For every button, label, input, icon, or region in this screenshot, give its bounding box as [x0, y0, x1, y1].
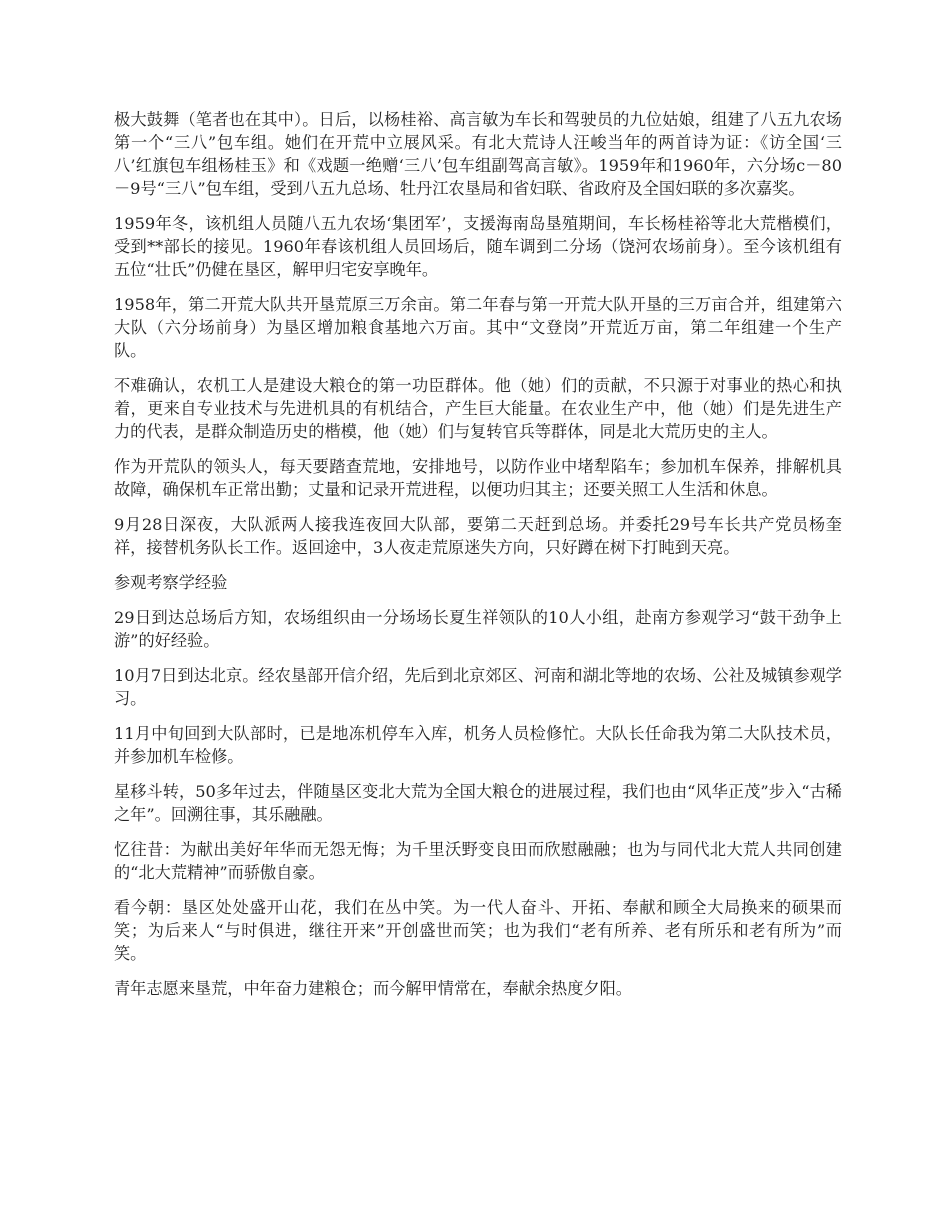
paragraph: 青年志愿来垦荒，中年奋力建粮仓；而今解甲情常在，奉献余热度夕阳。	[114, 979, 632, 998]
section-heading: 参观考察学经验	[114, 573, 228, 592]
paragraph: 极大鼓舞（笔者也在其中）。日后，以杨桂裕、高言敏为车长和驾驶员的九位姑娘，组建了八五九农场第一个“三八”包车组。她们在开荒中立展风采。有北大荒诗人汪峻当年的两首诗为证：《访全国‘三八’红旗包车组杨桂玉》和《戏题一绝赠‘三八’包车组副驾高言敏》。1959年和1960年，六分场c－80－9号“三八”包车组，受到八五九总场、牡丹江农垦局和省妇联、省政府及全国妇联的多次嘉奖。	[114, 110, 842, 198]
paragraph: 忆往昔：为献出美好年华而无怨无悔；为千里沃野变良田而欣慰融融；也为与同代北大荒人共同创建的“北大荒精神”而骄傲自豪。	[114, 840, 842, 882]
paragraph: 不难确认，农机工人是建设大粮仓的第一功臣群体。他（她）们的贡献，不只源于对事业的热心和执着，更来自专业技术与先进机具的有机结合，产生巨大能量。在农业生产中，他（她）们是先进生产力的代表，是群众制造历史的楷模，他（她）们与复转官兵等群体，同是北大荒历史的主人。	[114, 376, 842, 441]
paragraph: 11月中旬回到大队部时，已是地冻机停车入库，机务人员检修忙。大队长任命我为第二大队技术员，并参加机车检修。	[114, 724, 842, 766]
paragraph: 9月28日深夜，大队派两人接我连夜回大队部，要第二天赶到总场。并委托29号车长共产党员杨奎祥，接替机务队长工作。返回途中，3人夜走荒原迷失方向，只好蹲在树下打盹到天亮。	[114, 515, 842, 557]
article-body	[114, 108, 842, 1012]
paragraph: 看今朝：垦区处处盛开山花，我们在丛中笑。为一代人奋斗、开拓、奉献和顾全大局换来的硕果而笑；为后来人“与时俱进，继往开来”开创盛世而笑；也为我们“老有所养、老有所乐和老有所为”而笑。	[114, 898, 842, 963]
paragraph: 29日到达总场后方知，农场组织由一分场场长夏生祥领队的10人小组，赴南方参观学习“鼓干劲争上游”的好经验。	[114, 608, 842, 650]
paragraph: 1959年冬，该机组人员随八五九农场‘集团军’，支援海南岛垦殖期间，车长杨桂裕等北大荒楷模们，受到**部长的接见。1960年春该机组人员回场后，随车调到二分场（饶河农场前身）。至今该机组有五位“壮氏”仍健在垦区，解甲归宅安享晚年。	[114, 214, 842, 279]
paragraph: 星移斗转，50多年过去，伴随垦区变北大荒为全国大粮仓的进展过程，我们也由“风华正茂”步入“古稀之年”。回溯往事，其乐融融。	[114, 782, 842, 824]
paragraph: 10月7日到达北京。经农垦部开信介绍，先后到北京郊区、河南和湖北等地的农场、公社及城镇参观学习。	[114, 666, 842, 708]
paragraph: 作为开荒队的领头人，每天要踏查荒地，安排地号，以防作业中堵犁陷车；参加机车保养，排解机具故障，确保机车正常出勤；丈量和记录开荒进程，以便功归其主；还要关照工人生活和休息。	[114, 457, 842, 499]
paragraph: 1958年，第二开荒大队共开垦荒原三万余亩。第二年春与第一开荒大队开垦的三万亩合并，组建第六大队（六分场前身）为垦区增加粮食基地六万亩。其中“文登岗”开荒近万亩，第二年组建一个生产队。	[114, 295, 842, 360]
